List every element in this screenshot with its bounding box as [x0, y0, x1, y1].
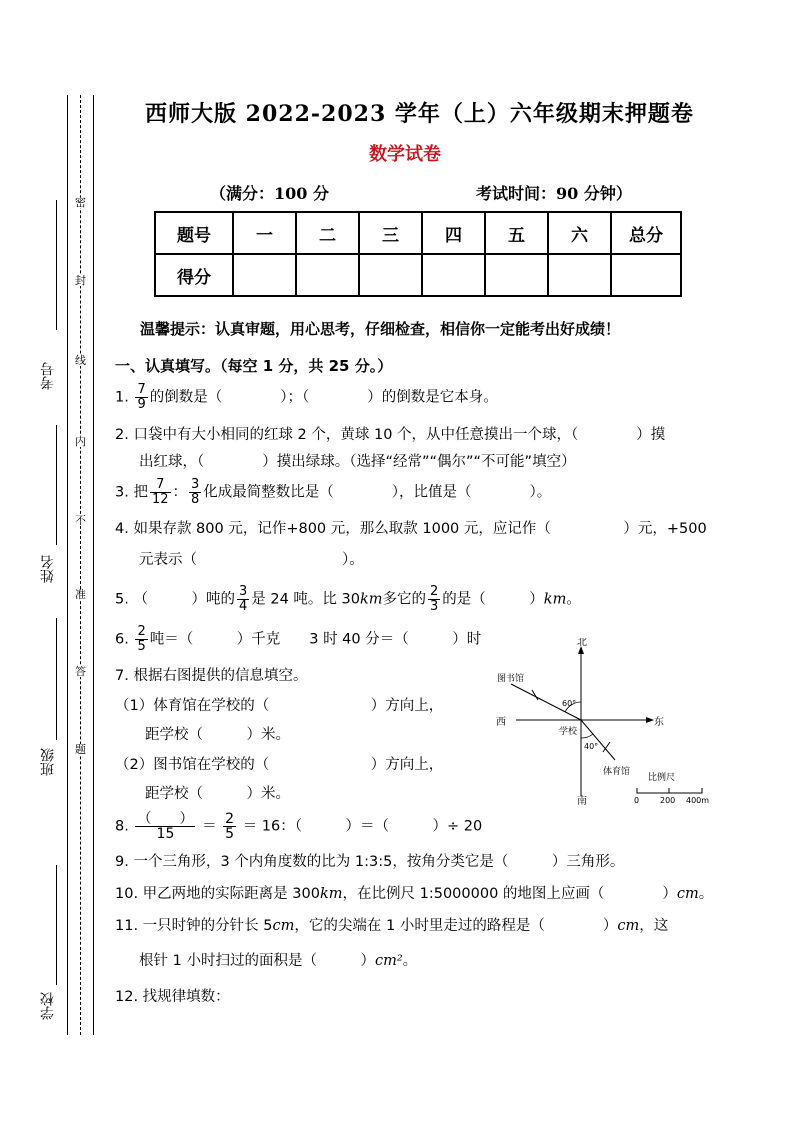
scale-label: 比例尺: [648, 773, 676, 783]
student-id-underline: [56, 200, 57, 330]
scale-tick-label: 0: [634, 796, 640, 805]
unit: km: [359, 591, 383, 608]
fraction: [189, 478, 201, 507]
question-text: ，这: [639, 918, 669, 934]
unit: cm²: [374, 953, 403, 969]
question-text: 的是（ ）: [442, 591, 544, 608]
table-cell: 一: [233, 212, 296, 254]
seal-word: 内: [75, 435, 86, 448]
exam-time: 考试时间：90 分钟）: [476, 184, 632, 203]
question-text: 的倒数是（ ）；（ ）的倒数是它本身。: [149, 389, 498, 406]
denominator: 5: [137, 639, 146, 654]
question-text: 10. 甲乙两地的实际距离是 300: [115, 886, 320, 902]
question-10: [115, 884, 713, 904]
score-cell[interactable]: [296, 254, 359, 296]
question-number: 1.: [115, 389, 129, 406]
direction-map: [490, 638, 720, 810]
north-label: 北: [577, 638, 587, 648]
question-text: 吨＝（ ）千克 3 时 40 分＝（ ）时: [149, 631, 482, 648]
question-7-part-2a: （2）图书馆在学校的（ ）方向上，: [115, 757, 444, 773]
question-4-line-2: 元表示（ ）。: [139, 552, 364, 568]
question-text: 。: [566, 591, 581, 608]
denominator: 8: [191, 492, 200, 507]
unit: cm: [676, 886, 699, 902]
table-cell: 总分: [611, 212, 681, 254]
fraction: [135, 625, 147, 654]
denominator: 3: [430, 599, 439, 614]
question-3: [115, 478, 551, 507]
question-2-line-1: 2. 口袋中有大小相同的红球 2 个，黄球 10 个，从中任意摸出一个球，（ ）摸: [115, 427, 666, 443]
fraction: [135, 812, 195, 841]
seal-word: 答: [75, 665, 86, 678]
numerator: 3: [238, 584, 248, 599]
school-label: 学校: [40, 992, 56, 1020]
table-cell: 二: [296, 212, 359, 254]
seal-word: 封: [75, 274, 86, 287]
fraction: [428, 585, 440, 614]
fraction: [135, 383, 147, 412]
unit: km: [543, 591, 567, 608]
library-angle-label: 60°: [562, 699, 577, 708]
question-4-line-1: 4. 如果存款 800 元，记作+800 元，那么取款 1000 元，应记作（ ）元，+500: [115, 521, 707, 537]
denominator: 15: [156, 826, 175, 842]
west-label: 西: [496, 717, 506, 728]
question-text: ，在比例尺 1:5000000 的地图上应画（ ）: [342, 886, 677, 902]
score-table: [154, 211, 682, 297]
question-number: 6.: [115, 631, 129, 648]
gym-angle-arc: [581, 734, 593, 738]
question-7-part-1a: （1）体育馆在学校的（ ）方向上，: [115, 698, 444, 714]
score-cell[interactable]: [359, 254, 422, 296]
seal-word: 准: [75, 588, 86, 601]
scale-tick-label: 200: [660, 796, 676, 805]
question-6: [115, 625, 481, 654]
seal-word: 密: [75, 196, 86, 209]
fraction: [237, 585, 249, 614]
question-text: 5. （ ）吨的: [115, 591, 235, 608]
score-cell[interactable]: [548, 254, 611, 296]
numerator: 2: [137, 624, 146, 639]
exam-subtitle: 数学试卷: [369, 144, 441, 165]
score-table-score-row: [155, 254, 681, 296]
unit: cm: [272, 918, 295, 934]
table-cell: 五: [485, 212, 548, 254]
class-label: 班级: [40, 748, 56, 776]
denominator: 5: [225, 826, 235, 842]
seal-dashed-line: [80, 95, 81, 1035]
equals-sign: ＝: [202, 818, 217, 835]
seal-word: 线: [75, 354, 86, 367]
question-text: 化成最简整数比是（ ），比值是（ ）。: [203, 484, 552, 501]
question-number: 8.: [115, 818, 129, 835]
question-11-line-2: [139, 951, 417, 971]
question-text: 3. 把: [115, 484, 148, 501]
numerator: 3: [191, 477, 200, 492]
score-cell[interactable]: [233, 254, 296, 296]
fraction: [150, 478, 171, 507]
question-text: 是 24 吨。比 30: [251, 591, 360, 608]
library-label: 图书馆: [497, 674, 525, 684]
question-12: 12. 找规律填数：: [115, 989, 230, 1005]
question-5: [115, 585, 581, 614]
denominator: 4: [238, 599, 248, 614]
score-cell[interactable]: [485, 254, 548, 296]
school-label: 学校: [559, 727, 578, 737]
question-7-part-2b: 距学校（ ）米。: [145, 786, 290, 802]
question-text: 多它的: [382, 591, 427, 608]
question-8: [115, 812, 482, 841]
table-cell: 三: [359, 212, 422, 254]
question-text: 。: [698, 886, 714, 902]
question-text: 。: [402, 953, 418, 969]
gym-ray: [581, 720, 615, 760]
question-text: ，它的尖端在 1 小时里走过的路程是（ ）: [294, 918, 618, 934]
unit: cm: [617, 918, 640, 934]
numerator: （ ）: [137, 811, 194, 827]
table-cell: 四: [422, 212, 485, 254]
question-2-line-2: 出红球，（ ）摸出绿球。（选择“经常”“偶尔”“不可能”填空）: [139, 454, 576, 470]
numerator: 7: [150, 478, 171, 493]
class-underline: [56, 618, 57, 740]
east-label: 东: [654, 717, 664, 728]
gym-label: 体育馆: [603, 767, 631, 777]
question-11-line-1: [115, 916, 668, 936]
question-7-intro: 7. 根据右图提供的信息填空。: [115, 668, 308, 684]
unit: km: [319, 886, 343, 902]
scale-tick-label: 400m: [686, 796, 710, 805]
ratio-colon: ：: [172, 484, 187, 501]
seal-word: 不: [75, 514, 86, 527]
name-label: 姓名: [40, 555, 56, 583]
numerator: 2: [225, 811, 235, 827]
score-table-header-row: [155, 212, 681, 254]
exam-title: 西师大版 2022-2023 学年（上）六年级期末押题卷: [145, 101, 694, 127]
south-label: 南: [577, 796, 587, 807]
table-cell: 题号: [155, 212, 233, 254]
table-cell: 得分: [155, 254, 233, 296]
score-cell[interactable]: [422, 254, 485, 296]
school-underline: [56, 865, 57, 985]
margin-line-right: [93, 95, 94, 1035]
full-score: （满分：100 分: [210, 184, 329, 203]
margin-line-left: [67, 95, 68, 1035]
numerator: 2: [430, 584, 439, 599]
east-arrow-icon: [646, 717, 654, 723]
question-text: ＝ 16：（ ）＝（ ）÷ 20: [242, 818, 483, 835]
question-text: 根针 1 小时扫过的面积是（ ）: [139, 953, 375, 969]
question-text: 11. 一只时钟的分针长 5: [115, 918, 273, 934]
gym-angle-label: 40°: [584, 742, 599, 751]
question-9: 9. 一个三角形，3 个内角度数的比为 1:3:5，按角分类它是（ ）三角形。: [115, 854, 625, 870]
fraction: [223, 812, 236, 841]
denominator: 12: [151, 492, 169, 507]
seal-word: 题: [75, 743, 86, 756]
section-1-title: 一、认真填写。（每空 1 分，共 25 分。）: [115, 357, 393, 375]
question-7-part-1b: 距学校（ ）米。: [145, 727, 290, 743]
denominator: 9: [137, 397, 146, 412]
reminder-tip: 温馨提示：认真审题，用心思考，仔细检查，相信你一定能考出好成绩！: [140, 320, 621, 338]
name-underline: [56, 425, 57, 545]
student-id-label: 考号: [40, 362, 56, 390]
question-1: [115, 383, 498, 412]
table-cell: 六: [548, 212, 611, 254]
score-cell[interactable]: [611, 254, 681, 296]
numerator: 7: [137, 382, 146, 397]
